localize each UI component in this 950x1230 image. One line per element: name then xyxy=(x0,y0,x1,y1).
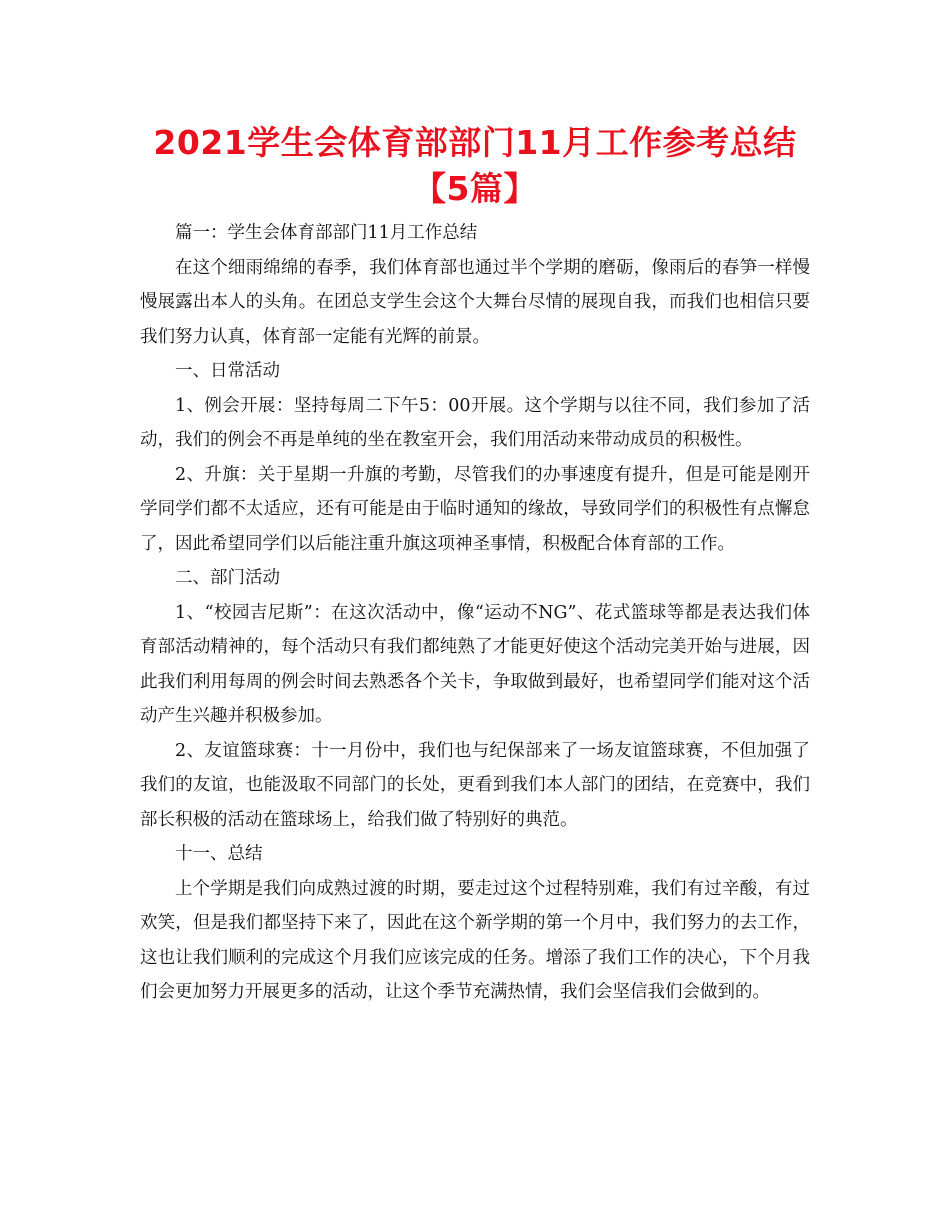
paragraph-weekly-meeting: 1、例会开展：坚持每周二下午5：00开展。这个学期与以往不同，我们参加了活动，我们的例会不再是单纯的坐在教室开会，我们用活动来带动成员的积极性。 xyxy=(140,395,810,450)
intro-paragraph: 在这个细雨绵绵的春季，我们体育部也通过半个学期的磨砺，像雨后的春笋一样慢慢展露出本人的头角。在团总支学生会这个大舞台尽情的展现自我，而我们也相信只要我们努力认真，体育部一定能有光辉的前景。 xyxy=(140,257,810,347)
paragraph-flag-raising: 2、升旗：关于星期一升旗的考勤，尽管我们的办事速度有提升，但是可能是刚开学同学们都不太适应，还有可能是由于临时通知的缘故，导致同学们的积极性有点懈怠了，因此希望同学们以后能注重升旗这项神圣事情，积极配合体育部的工作。 xyxy=(140,464,810,554)
paragraph-summary: 上个学期是我们向成熟过渡的时期，要走过这个过程特别难，我们有过辛酸，有过欢笑，但是我们都坚持下来了，因此在这个新学期的第一个月中，我们努力的去工作，这也让我们顺利的完成这个月我们应该完成的任务。增添了我们工作的决心，下个月我们会更加努力开展更多的活动，让这个季节充满热情，我们会坚信我们会做到的。 xyxy=(140,878,810,1002)
paragraph-friendly-basketball: 2、友谊篮球赛：十一月份中，我们也与纪保部来了一场友谊篮球赛，不但加强了我们的友谊，也能汲取不同部门的长处，更看到我们本人部门的团结，在竞赛中，我们部长积极的活动在篮球场上，给我们做了特别好的典范。 xyxy=(140,740,810,830)
paragraph-campus-guinness: 1、“校园吉尼斯”：在这次活动中，像“运动不NG”、花式篮球等都是表达我们体育部活动精神的，每个活动只有我们都纯熟了才能更好使这个活动完美开始与进展，因此我们利用每周的例会时间去熟悉各个关卡，争取做到最好，也希望同学们能对这个活动产生兴趣并积极参加。 xyxy=(140,602,810,726)
document-title: 2021学生会体育部部门11月工作参考总结【5篇】 xyxy=(153,123,797,208)
section-heading-daily-activities: 一、日常活动 xyxy=(175,361,280,381)
section-heading-summary: 十一、总结 xyxy=(175,844,263,864)
section-heading-part-one: 篇一：学生会体育部部门11月工作总结 xyxy=(175,223,478,243)
section-heading-department-activities: 二、部门活动 xyxy=(175,568,280,588)
document-body xyxy=(140,216,810,1010)
